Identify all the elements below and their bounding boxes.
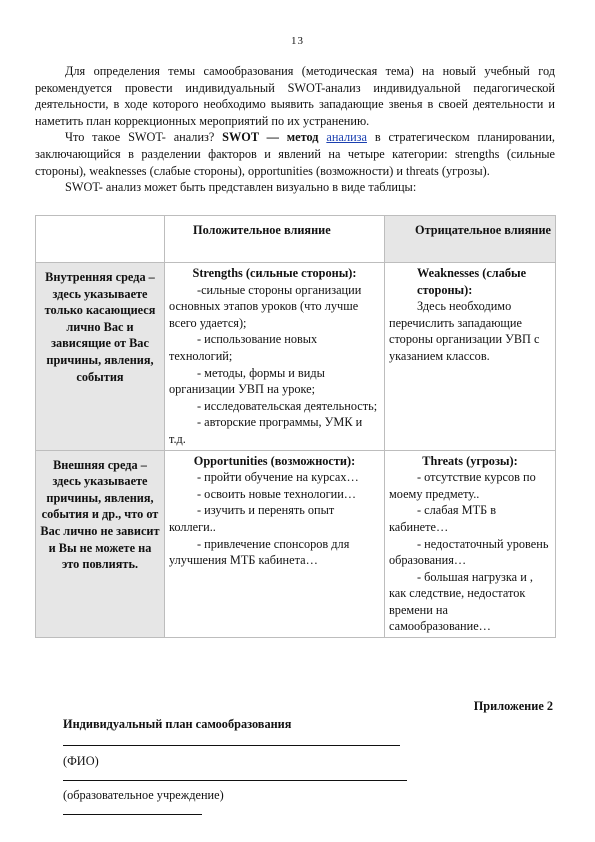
strengths-title: Strengths (сильные стороны): bbox=[192, 266, 357, 280]
org-line bbox=[63, 780, 407, 781]
internal-label: Внутренняя среда – здесь указываете только касающиеся лично Вас и зависящие от Вас причины, явления, события bbox=[36, 263, 165, 451]
list-item: - большая нагрузка и , как следствие, недостаток времени на самообразование… bbox=[389, 569, 533, 634]
list-item: - пройти обучение на курсах… bbox=[197, 470, 359, 485]
list-item: - освоить новые технологии… bbox=[197, 486, 357, 501]
org-label: (образовательное учреждение) bbox=[63, 788, 224, 802]
list-item: -сильные стороны организации основных этапов уроков (что лучше всего удается); bbox=[169, 282, 362, 330]
swot-row-external bbox=[36, 450, 556, 638]
list-item: - слабая МТБ в кабинете… bbox=[389, 503, 497, 534]
weaknesses-cell bbox=[385, 263, 556, 451]
intro-paragraph-3: SWOT- анализ может быть представлен визуально в виде таблицы: bbox=[65, 180, 417, 195]
opportunities-cell bbox=[165, 450, 385, 638]
intro-paragraph-1: Для определения темы самообразования (методическая тема) на новый учебный год рекомендуется провести индивидуальный SWOT-анализ индивидуальной педагогической деятельности, в ходе которого необходимо выявить западающие звенья в своей деятельности и наметить план коррекционных мероприятий по их устранению. bbox=[35, 64, 555, 128]
strengths-cell bbox=[165, 263, 385, 451]
short-line bbox=[63, 814, 202, 815]
list-item: - отсутствие курсов по моему предмету.. bbox=[389, 470, 536, 501]
p2-start: Что такое SWOT- анализ? bbox=[65, 130, 223, 145]
weaknesses-title: Weaknesses (слабые стороны): bbox=[417, 266, 527, 297]
weaknesses-text: Здесь необходимо перечислить западающие стороны организации УВП с указанием классов. bbox=[389, 299, 540, 363]
list-item: - недостаточный уровень образования… bbox=[389, 536, 549, 568]
external-label: Внешняя среда – здесь указываете причины, явления, события и др., что от Вас лично не зависит и Вы не можете на это повлиять. bbox=[36, 450, 165, 638]
p2-bold: SWOT bbox=[222, 130, 259, 145]
fio-line bbox=[63, 745, 400, 746]
swot-row-internal bbox=[36, 263, 556, 451]
threats-cell bbox=[385, 450, 556, 638]
intro-paragraph-2 bbox=[35, 129, 555, 179]
header-positive: Положительное влияние bbox=[165, 216, 385, 263]
swot-header-row bbox=[36, 216, 556, 263]
opportunities-title: Opportunities (возможности): bbox=[193, 453, 356, 468]
header-negative: Отрицательное влияние bbox=[385, 216, 556, 263]
threats-title: Threats (угрозы): bbox=[422, 453, 518, 468]
list-item: - методы, формы и виды организации УВП на уроке; bbox=[169, 365, 325, 397]
p2-mid: — метод bbox=[258, 130, 327, 145]
intro-text bbox=[35, 63, 555, 196]
page-number: 13 bbox=[291, 35, 304, 47]
list-item: - исследовательская деятельность; bbox=[197, 398, 378, 413]
list-item: - использование новых технологий; bbox=[169, 332, 318, 363]
list-item: - привлечение спонсоров для улучшения МТБ кабинета… bbox=[169, 536, 350, 568]
fio-label: (ФИО) bbox=[63, 754, 99, 768]
appendix-label: Приложение 2 bbox=[473, 699, 553, 713]
analysis-link[interactable]: анализа bbox=[326, 130, 367, 145]
header-empty-cell bbox=[36, 216, 165, 263]
list-item: - авторские программы, УМК и т.д. bbox=[169, 415, 363, 446]
p2-end: в стратегическом планировании, заключающийся в разделении факторов и явлений на четыре категории: strengths (сильные стороны), weaknesses (слабые стороны), opportunities (возможности) и threats (угрозы). bbox=[35, 130, 555, 178]
plan-title: Индивидуальный план самообразования bbox=[63, 717, 292, 731]
swot-table bbox=[35, 215, 556, 638]
list-item: - изучить и перенять опыт коллеги.. bbox=[169, 503, 335, 534]
